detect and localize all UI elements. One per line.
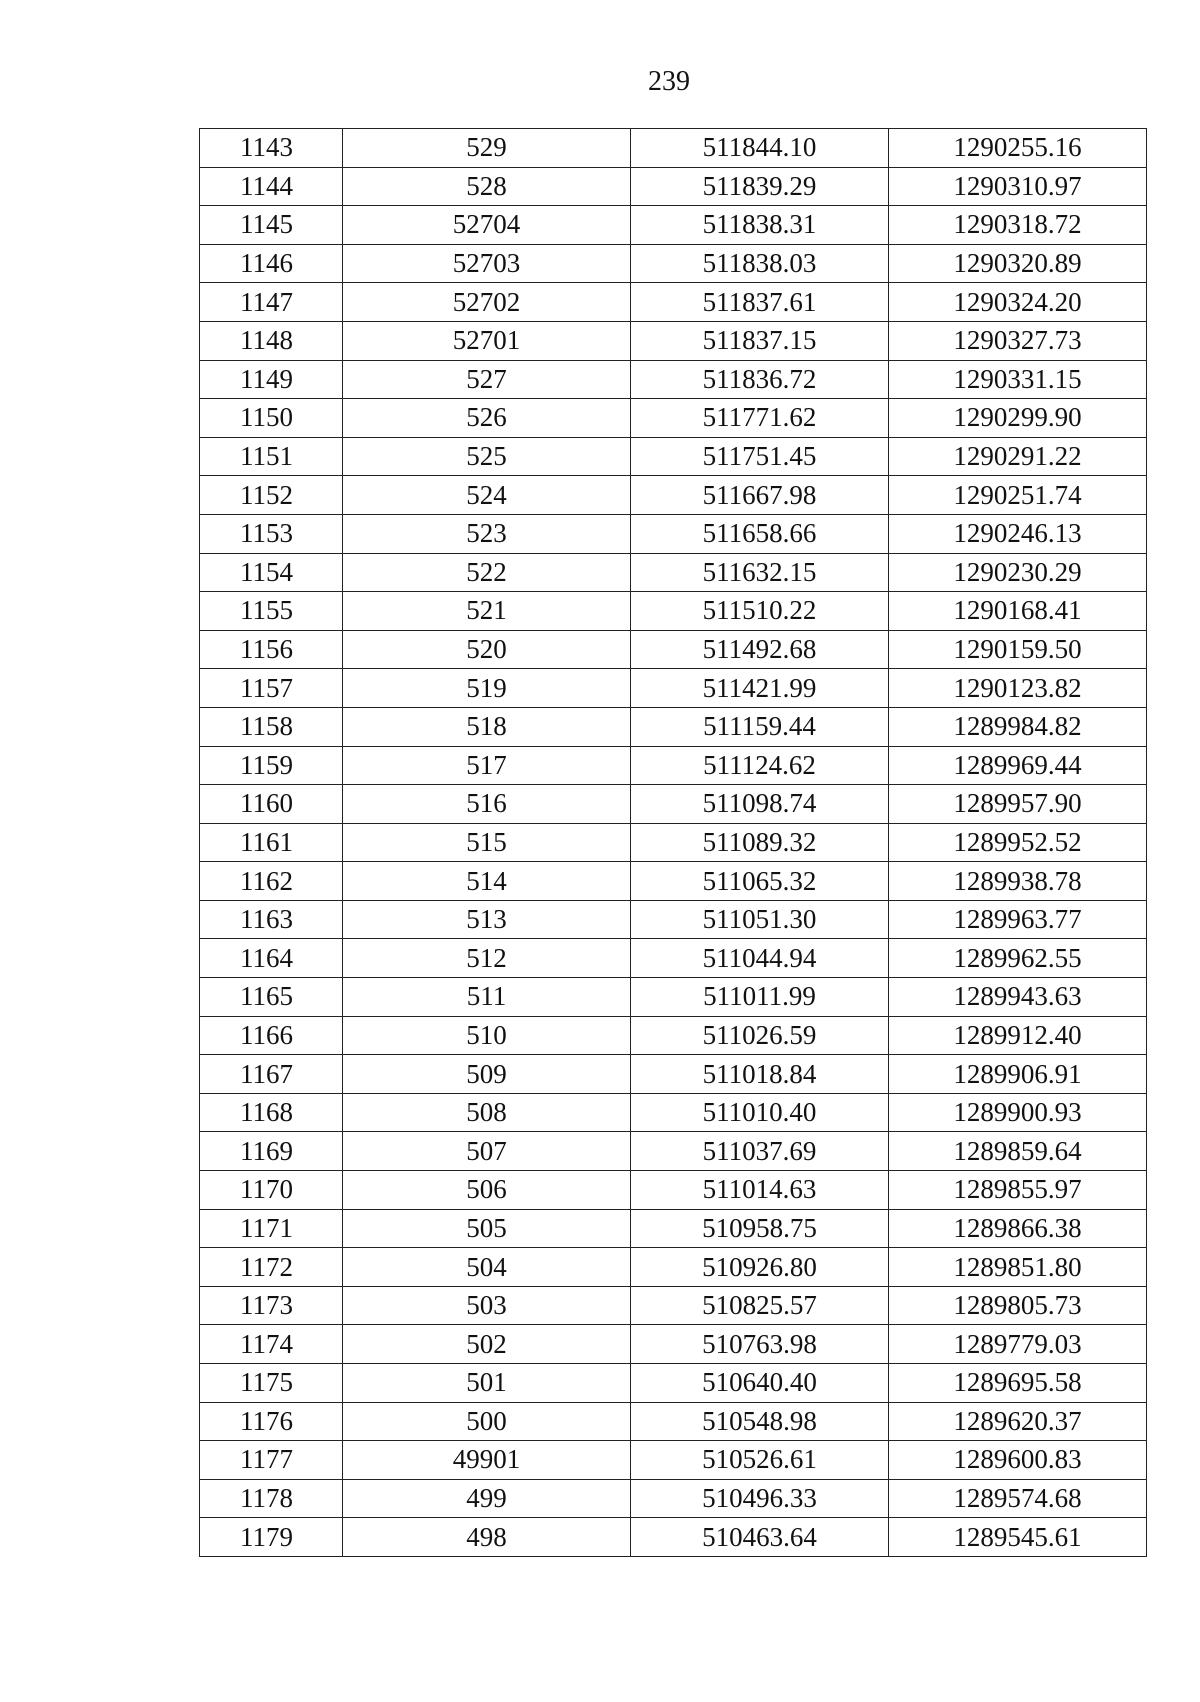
y-coordinate-cell: 1289938.78 [889,862,1147,901]
point-id-cell: 514 [343,862,631,901]
row-number-cell: 1155 [200,592,343,631]
point-id-cell: 502 [343,1325,631,1364]
x-coordinate-cell: 510926.80 [631,1248,889,1287]
point-id-cell: 512 [343,939,631,978]
point-id-cell: 52704 [343,206,631,245]
row-number-cell: 1150 [200,399,343,438]
row-number-cell: 1143 [200,129,343,168]
table-row [200,1248,1147,1287]
table-row [200,167,1147,206]
x-coordinate-cell: 511837.15 [631,321,889,360]
x-coordinate-cell: 510825.57 [631,1286,889,1325]
table-row [200,553,1147,592]
point-id-cell: 509 [343,1055,631,1094]
point-id-cell: 523 [343,514,631,553]
row-number-cell: 1158 [200,707,343,746]
table-row [200,1016,1147,1055]
point-id-cell: 52702 [343,283,631,322]
y-coordinate-cell: 1290291.22 [889,437,1147,476]
x-coordinate-cell: 510548.98 [631,1402,889,1441]
x-coordinate-cell: 511089.32 [631,823,889,862]
point-id-cell: 524 [343,476,631,515]
point-id-cell: 499 [343,1479,631,1518]
table-row [200,437,1147,476]
x-coordinate-cell: 511751.45 [631,437,889,476]
x-coordinate-cell: 511492.68 [631,630,889,669]
point-id-cell: 52701 [343,321,631,360]
row-number-cell: 1153 [200,514,343,553]
table-row [200,283,1147,322]
row-number-cell: 1144 [200,167,343,206]
point-id-cell: 525 [343,437,631,476]
point-id-cell: 513 [343,900,631,939]
y-coordinate-cell: 1289969.44 [889,746,1147,785]
row-number-cell: 1173 [200,1286,343,1325]
x-coordinate-cell: 511658.66 [631,514,889,553]
point-id-cell: 49901 [343,1441,631,1480]
table-row [200,1132,1147,1171]
y-coordinate-cell: 1289600.83 [889,1441,1147,1480]
y-coordinate-cell: 1289906.91 [889,1055,1147,1094]
row-number-cell: 1171 [200,1209,343,1248]
x-coordinate-cell: 511018.84 [631,1055,889,1094]
table-row [200,399,1147,438]
row-number-cell: 1160 [200,785,343,824]
y-coordinate-cell: 1290159.50 [889,630,1147,669]
table-row [200,707,1147,746]
table-row [200,862,1147,901]
point-id-cell: 510 [343,1016,631,1055]
x-coordinate-cell: 511051.30 [631,900,889,939]
table-row [200,129,1147,168]
x-coordinate-cell: 511010.40 [631,1093,889,1132]
table-row [200,900,1147,939]
table-row [200,1286,1147,1325]
row-number-cell: 1174 [200,1325,343,1364]
x-coordinate-cell: 510463.64 [631,1518,889,1557]
point-id-cell: 527 [343,360,631,399]
point-id-cell: 526 [343,399,631,438]
x-coordinate-cell: 511065.32 [631,862,889,901]
row-number-cell: 1162 [200,862,343,901]
y-coordinate-cell: 1290324.20 [889,283,1147,322]
point-id-cell: 528 [343,167,631,206]
x-coordinate-cell: 511044.94 [631,939,889,978]
row-number-cell: 1146 [200,244,343,283]
row-number-cell: 1175 [200,1364,343,1403]
row-number-cell: 1149 [200,360,343,399]
row-number-cell: 1147 [200,283,343,322]
row-number-cell: 1169 [200,1132,343,1171]
y-coordinate-cell: 1289912.40 [889,1016,1147,1055]
x-coordinate-cell: 511771.62 [631,399,889,438]
y-coordinate-cell: 1290327.73 [889,321,1147,360]
table-row [200,360,1147,399]
x-coordinate-cell: 511839.29 [631,167,889,206]
x-coordinate-cell: 511632.15 [631,553,889,592]
point-id-cell: 517 [343,746,631,785]
point-id-cell: 519 [343,669,631,708]
x-coordinate-cell: 510763.98 [631,1325,889,1364]
table-row [200,1364,1147,1403]
row-number-cell: 1163 [200,900,343,939]
x-coordinate-cell: 511837.61 [631,283,889,322]
point-id-cell: 500 [343,1402,631,1441]
y-coordinate-cell: 1289866.38 [889,1209,1147,1248]
point-id-cell: 520 [343,630,631,669]
table-row [200,978,1147,1017]
row-number-cell: 1167 [200,1055,343,1094]
table-row [200,1055,1147,1094]
y-coordinate-cell: 1289855.97 [889,1171,1147,1210]
table-row [200,823,1147,862]
x-coordinate-cell: 510640.40 [631,1364,889,1403]
table-row [200,630,1147,669]
page-number: 239 [648,66,690,97]
row-number-cell: 1148 [200,321,343,360]
point-id-cell: 504 [343,1248,631,1287]
row-number-cell: 1179 [200,1518,343,1557]
point-id-cell: 505 [343,1209,631,1248]
y-coordinate-cell: 1289900.93 [889,1093,1147,1132]
x-coordinate-cell: 511037.69 [631,1132,889,1171]
point-id-cell: 516 [343,785,631,824]
point-id-cell: 52703 [343,244,631,283]
row-number-cell: 1178 [200,1479,343,1518]
row-number-cell: 1157 [200,669,343,708]
point-id-cell: 498 [343,1518,631,1557]
table-row [200,206,1147,245]
x-coordinate-cell: 511838.03 [631,244,889,283]
row-number-cell: 1165 [200,978,343,1017]
x-coordinate-cell: 511838.31 [631,206,889,245]
y-coordinate-cell: 1290318.72 [889,206,1147,245]
point-id-cell: 515 [343,823,631,862]
y-coordinate-cell: 1290331.15 [889,360,1147,399]
x-coordinate-cell: 510496.33 [631,1479,889,1518]
y-coordinate-cell: 1289943.63 [889,978,1147,1017]
table-row [200,1518,1147,1557]
table-row [200,939,1147,978]
row-number-cell: 1166 [200,1016,343,1055]
y-coordinate-cell: 1289620.37 [889,1402,1147,1441]
x-coordinate-cell: 511421.99 [631,669,889,708]
x-coordinate-cell: 511510.22 [631,592,889,631]
point-id-cell: 529 [343,129,631,168]
y-coordinate-cell: 1289851.80 [889,1248,1147,1287]
x-coordinate-cell: 511124.62 [631,746,889,785]
y-coordinate-cell: 1290230.29 [889,553,1147,592]
row-number-cell: 1156 [200,630,343,669]
x-coordinate-cell: 511667.98 [631,476,889,515]
row-number-cell: 1172 [200,1248,343,1287]
x-coordinate-cell: 511159.44 [631,707,889,746]
row-number-cell: 1145 [200,206,343,245]
y-coordinate-cell: 1290123.82 [889,669,1147,708]
point-id-cell: 507 [343,1132,631,1171]
x-coordinate-cell: 511011.99 [631,978,889,1017]
table-row [200,1441,1147,1480]
point-id-cell: 508 [343,1093,631,1132]
point-id-cell: 506 [343,1171,631,1210]
point-id-cell: 522 [343,553,631,592]
table-row [200,1209,1147,1248]
y-coordinate-cell: 1290299.90 [889,399,1147,438]
y-coordinate-cell: 1289957.90 [889,785,1147,824]
y-coordinate-cell: 1289574.68 [889,1479,1147,1518]
x-coordinate-cell: 511014.63 [631,1171,889,1210]
table-row [200,321,1147,360]
y-coordinate-cell: 1289963.77 [889,900,1147,939]
y-coordinate-cell: 1289695.58 [889,1364,1147,1403]
y-coordinate-cell: 1289962.55 [889,939,1147,978]
x-coordinate-cell: 510526.61 [631,1441,889,1480]
row-number-cell: 1176 [200,1402,343,1441]
table-row [200,785,1147,824]
y-coordinate-cell: 1290168.41 [889,592,1147,631]
table-row [200,1402,1147,1441]
y-coordinate-cell: 1289805.73 [889,1286,1147,1325]
table-row [200,476,1147,515]
x-coordinate-cell: 511098.74 [631,785,889,824]
point-id-cell: 511 [343,978,631,1017]
row-number-cell: 1152 [200,476,343,515]
y-coordinate-cell: 1289984.82 [889,707,1147,746]
row-number-cell: 1170 [200,1171,343,1210]
x-coordinate-cell: 511844.10 [631,129,889,168]
table-row [200,514,1147,553]
row-number-cell: 1177 [200,1441,343,1480]
y-coordinate-cell: 1290320.89 [889,244,1147,283]
row-number-cell: 1151 [200,437,343,476]
y-coordinate-cell: 1290246.13 [889,514,1147,553]
point-id-cell: 518 [343,707,631,746]
y-coordinate-cell: 1290251.74 [889,476,1147,515]
table-row [200,244,1147,283]
table-row [200,669,1147,708]
y-coordinate-cell: 1289952.52 [889,823,1147,862]
x-coordinate-cell: 510958.75 [631,1209,889,1248]
row-number-cell: 1168 [200,1093,343,1132]
coordinates-table [199,128,1147,1557]
y-coordinate-cell: 1290310.97 [889,167,1147,206]
y-coordinate-cell: 1289779.03 [889,1325,1147,1364]
y-coordinate-cell: 1290255.16 [889,129,1147,168]
x-coordinate-cell: 511836.72 [631,360,889,399]
y-coordinate-cell: 1289545.61 [889,1518,1147,1557]
row-number-cell: 1161 [200,823,343,862]
table-row [200,1093,1147,1132]
row-number-cell: 1159 [200,746,343,785]
y-coordinate-cell: 1289859.64 [889,1132,1147,1171]
point-id-cell: 501 [343,1364,631,1403]
table-row [200,1171,1147,1210]
point-id-cell: 503 [343,1286,631,1325]
x-coordinate-cell: 511026.59 [631,1016,889,1055]
table-row [200,746,1147,785]
point-id-cell: 521 [343,592,631,631]
row-number-cell: 1154 [200,553,343,592]
row-number-cell: 1164 [200,939,343,978]
table-row [200,1325,1147,1364]
coordinates-table-body [200,129,1147,1557]
table-row [200,592,1147,631]
table-row [200,1479,1147,1518]
